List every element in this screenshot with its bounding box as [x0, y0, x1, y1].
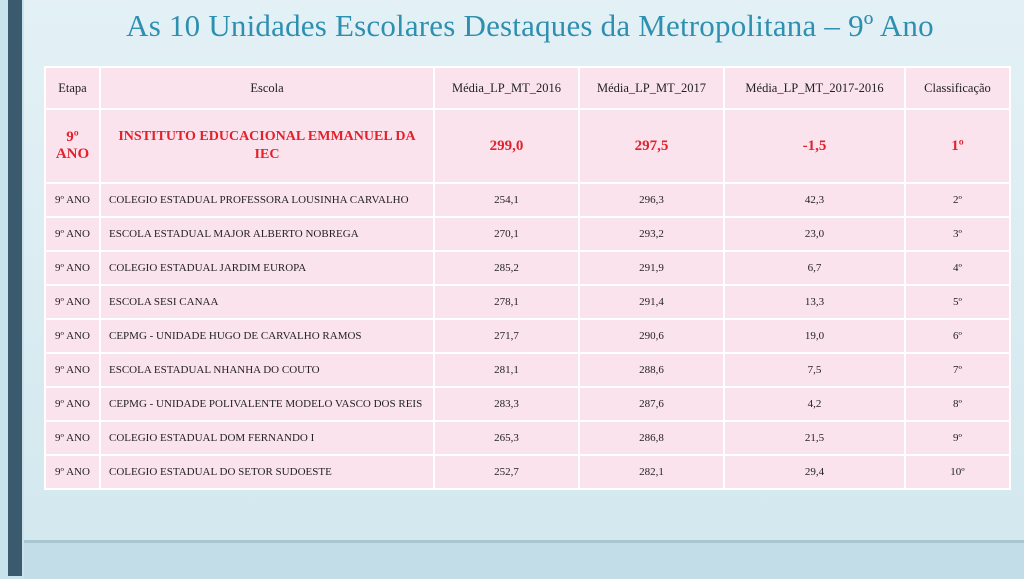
cell-media-2016: 271,7: [434, 319, 579, 353]
slide-title: As 10 Unidades Escolares Destaques da Metropolitana – 9º Ano: [126, 8, 934, 43]
table-row: [45, 421, 1010, 455]
cell-media-diff: 29,4: [724, 455, 905, 489]
cell-etapa: 9º ANO: [45, 455, 100, 489]
cell-media-diff: 13,3: [724, 285, 905, 319]
cell-escola: COLEGIO ESTADUAL DO SETOR SUDOESTE: [100, 455, 434, 489]
cell-escola: INSTITUTO EDUCACIONAL EMMANUEL DA IEC: [100, 109, 434, 183]
cell-media-2017: 282,1: [579, 455, 724, 489]
cell-media-diff: 7,5: [724, 353, 905, 387]
header-classificacao: Classificação: [905, 67, 1010, 109]
cell-classificacao: 2º: [905, 183, 1010, 217]
header-media-2016: Média_LP_MT_2016: [434, 67, 579, 109]
cell-escola: ESCOLA ESTADUAL NHANHA DO COUTO: [100, 353, 434, 387]
left-accent-bar: [8, 0, 22, 576]
cell-etapa: 9º ANO: [45, 319, 100, 353]
cell-media-2017: 291,4: [579, 285, 724, 319]
cell-media-2016: 283,3: [434, 387, 579, 421]
cell-etapa: 9º ANO: [45, 421, 100, 455]
header-escola: Escola: [100, 67, 434, 109]
cell-media-2017: 287,6: [579, 387, 724, 421]
cell-media-2017: 297,5: [579, 109, 724, 183]
cell-escola: CEPMG - UNIDADE POLIVALENTE MODELO VASCO DOS REIS: [100, 387, 434, 421]
cell-classificacao: 7º: [905, 353, 1010, 387]
table-row: [45, 387, 1010, 421]
table-row-highlight: [45, 109, 1010, 183]
left-accent-bar-bottom: [8, 545, 22, 576]
ranking-table: [44, 66, 1011, 490]
cell-media-2016: 299,0: [434, 109, 579, 183]
cell-etapa: 9º ANO: [45, 387, 100, 421]
table-row: [45, 455, 1010, 489]
cell-media-diff: 42,3: [724, 183, 905, 217]
cell-media-2016: 252,7: [434, 455, 579, 489]
cell-escola: COLEGIO ESTADUAL PROFESSORA LOUSINHA CARVALHO: [100, 183, 434, 217]
cell-media-diff: -1,5: [724, 109, 905, 183]
cell-media-2016: 265,3: [434, 421, 579, 455]
cell-escola: ESCOLA ESTADUAL MAJOR ALBERTO NOBREGA: [100, 217, 434, 251]
header-media-2017: Média_LP_MT_2017: [579, 67, 724, 109]
cell-classificacao: 9º: [905, 421, 1010, 455]
table-row: [45, 319, 1010, 353]
cell-classificacao: 1º: [905, 109, 1010, 183]
cell-media-diff: 19,0: [724, 319, 905, 353]
cell-media-2017: 286,8: [579, 421, 724, 455]
cell-etapa: 9º ANO: [45, 109, 100, 183]
cell-media-diff: 21,5: [724, 421, 905, 455]
next-slide-edge: [24, 540, 1024, 579]
cell-classificacao: 3º: [905, 217, 1010, 251]
table-header-row: [45, 67, 1010, 109]
cell-escola: COLEGIO ESTADUAL JARDIM EUROPA: [100, 251, 434, 285]
table-row: [45, 183, 1010, 217]
cell-escola: ESCOLA SESI CANAA: [100, 285, 434, 319]
cell-media-2017: 291,9: [579, 251, 724, 285]
cell-etapa: 9º ANO: [45, 285, 100, 319]
cell-media-2016: 270,1: [434, 217, 579, 251]
cell-media-2017: 290,6: [579, 319, 724, 353]
cell-media-diff: 23,0: [724, 217, 905, 251]
cell-classificacao: 6º: [905, 319, 1010, 353]
table-row: [45, 285, 1010, 319]
cell-escola: COLEGIO ESTADUAL DOM FERNANDO I: [100, 421, 434, 455]
cell-media-diff: 6,7: [724, 251, 905, 285]
cell-classificacao: 5º: [905, 285, 1010, 319]
cell-media-2016: 278,1: [434, 285, 579, 319]
cell-etapa: 9º ANO: [45, 217, 100, 251]
cell-media-2016: 285,2: [434, 251, 579, 285]
cell-etapa: 9º ANO: [45, 251, 100, 285]
cell-media-2017: 293,2: [579, 217, 724, 251]
cell-media-2016: 254,1: [434, 183, 579, 217]
cell-media-2017: 296,3: [579, 183, 724, 217]
cell-etapa: 9º ANO: [45, 353, 100, 387]
cell-media-diff: 4,2: [724, 387, 905, 421]
cell-classificacao: 8º: [905, 387, 1010, 421]
cell-media-2017: 288,6: [579, 353, 724, 387]
cell-classificacao: 4º: [905, 251, 1010, 285]
header-media-diff: Média_LP_MT_2017-2016: [724, 67, 905, 109]
cell-media-2016: 281,1: [434, 353, 579, 387]
table-row: [45, 251, 1010, 285]
cell-etapa: 9º ANO: [45, 183, 100, 217]
table-row: [45, 353, 1010, 387]
table-row: [45, 217, 1010, 251]
cell-escola: CEPMG - UNIDADE HUGO DE CARVALHO RAMOS: [100, 319, 434, 353]
cell-classificacao: 10º: [905, 455, 1010, 489]
header-etapa: Etapa: [45, 67, 100, 109]
